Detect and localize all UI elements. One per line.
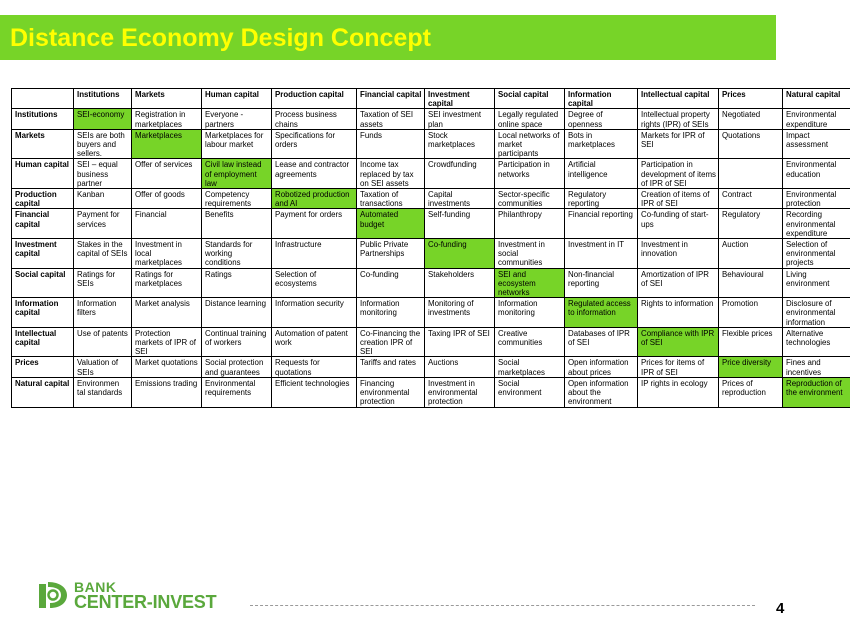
table-cell: Public Private Partnerships [357, 239, 425, 269]
highlighted-cell: Price diversity [719, 357, 783, 377]
table-cell: Competency requirements [202, 189, 272, 209]
table-cell: Alternative technologies [783, 327, 850, 357]
table-cell: Distance learning [202, 298, 272, 328]
row-header: Production capital [12, 189, 74, 209]
table-row [12, 298, 850, 328]
table-cell: Information security [272, 298, 357, 328]
table-cell: Investment in environmental protection [425, 377, 495, 407]
table-cell: Rights to information [638, 298, 719, 328]
table-cell: Offer of goods [132, 189, 202, 209]
row-header: Information capital [12, 298, 74, 328]
table-cell: Impact assessment [783, 129, 850, 159]
table-cell: Automation of patent work [272, 327, 357, 357]
table-row [12, 129, 850, 159]
table-row [12, 209, 850, 239]
table-cell: Investment in innovation [638, 239, 719, 269]
table-cell: Monitoring of investments [425, 298, 495, 328]
table-cell: SEI – equal business partner [74, 159, 132, 189]
table-row [12, 189, 850, 209]
table-cell: Sector-specific communities [495, 189, 565, 209]
table-cell: Market quotations [132, 357, 202, 377]
table-cell: Environmen tal standards [74, 377, 132, 407]
highlighted-cell: Co-funding [425, 239, 495, 269]
column-header: Natural capital [783, 89, 850, 109]
table-cell: Promotion [719, 298, 783, 328]
table-cell: Auctions [425, 357, 495, 377]
table-cell: Social marketplaces [495, 357, 565, 377]
table-cell: Lease and contractor agreements [272, 159, 357, 189]
table-cell: Investment in IT [565, 239, 638, 269]
header-row [12, 89, 850, 109]
table-cell: Emissions trading [132, 377, 202, 407]
column-header: Production capital [272, 89, 357, 109]
row-header: Institutions [12, 109, 74, 129]
row-header: Financial capital [12, 209, 74, 239]
table-cell: Regulatory reporting [565, 189, 638, 209]
bank-logo [36, 578, 226, 618]
table-cell: Creation of items of IPR of SEI [638, 189, 719, 209]
table-cell: Information filters [74, 298, 132, 328]
table-cell: Information monitoring [495, 298, 565, 328]
table-cell: Environmental protection [783, 189, 850, 209]
highlighted-cell: Reproduction of the environment [783, 377, 850, 407]
table-cell: Tariffs and rates [357, 357, 425, 377]
table-cell: Investment in social communities [495, 239, 565, 269]
table-cell: Capital investments [425, 189, 495, 209]
table-cell: Markets for IPR of SEI [638, 129, 719, 159]
table-cell: Open information about the environment [565, 377, 638, 407]
column-header: Investment capital [425, 89, 495, 109]
table-row [12, 268, 850, 298]
table-cell: Stakes in the capital of SEIs [74, 239, 132, 269]
table-row [12, 239, 850, 269]
table-cell: Databases of IPR of SEI [565, 327, 638, 357]
table-cell: Payment for orders [272, 209, 357, 239]
title-banner [0, 15, 776, 60]
highlighted-cell: SEI-economy [74, 109, 132, 129]
row-header: Intellectual capital [12, 327, 74, 357]
table-cell: Stakeholders [425, 268, 495, 298]
table-cell: Prices for items of IPR of SEI [638, 357, 719, 377]
table-cell: SEI investment plan [425, 109, 495, 129]
highlighted-cell: SEI and ecosystem networks [495, 268, 565, 298]
table-cell: Negotiated [719, 109, 783, 129]
table-cell: Financing environmental protection [357, 377, 425, 407]
table-cell: Stock marketplaces [425, 129, 495, 159]
footer-divider [250, 605, 755, 606]
column-header: Intellectual capital [638, 89, 719, 109]
logo-line-2: CENTER-INVEST [74, 592, 217, 612]
table-cell: Continual training of workers [202, 327, 272, 357]
table-cell: Recording environmental expenditure [783, 209, 850, 239]
table-cell: Specifications for orders [272, 129, 357, 159]
table-cell [719, 159, 783, 189]
table-cell: Financial reporting [565, 209, 638, 239]
table-cell: Selection of environmental projects [783, 239, 850, 269]
table-cell: Income tax replaced by tax on SEI assets [357, 159, 425, 189]
table-cell: Social environment [495, 377, 565, 407]
table-cell: Crowdfunding [425, 159, 495, 189]
row-header: Social capital [12, 268, 74, 298]
table-row [12, 357, 850, 377]
table-cell: Infrastructure [272, 239, 357, 269]
table-cell: Intellectual property rights (IPR) of SEIs [638, 109, 719, 129]
table-cell: Use of patents [74, 327, 132, 357]
table-cell: Efficient technologies [272, 377, 357, 407]
table-cell: Co-Financing the creation IPR of SEI [357, 327, 425, 357]
table-cell: Creative communities [495, 327, 565, 357]
column-header: Financial capital [357, 89, 425, 109]
table-cell: Flexible prices [719, 327, 783, 357]
highlighted-cell: Compliance with IPR of SEI [638, 327, 719, 357]
column-header: Markets [132, 89, 202, 109]
table-cell: Degree of openness [565, 109, 638, 129]
highlighted-cell: Automated budget [357, 209, 425, 239]
table-cell: Standards for working conditions [202, 239, 272, 269]
row-header: Markets [12, 129, 74, 159]
row-header: Investment capital [12, 239, 74, 269]
table-cell: Payment for services [74, 209, 132, 239]
bank-emblem-icon [36, 578, 70, 612]
column-header: Human capital [202, 89, 272, 109]
table-cell: Financial [132, 209, 202, 239]
table-cell: Behavioural [719, 268, 783, 298]
highlighted-cell: Civil law instead of employment law [202, 159, 272, 189]
table-row [12, 377, 850, 407]
table-cell: Information monitoring [357, 298, 425, 328]
table-cell: Investment in local marketplaces [132, 239, 202, 269]
table-cell: Benefits [202, 209, 272, 239]
table-cell: Ratings for marketplaces [132, 268, 202, 298]
table-cell: Taxation of transactions [357, 189, 425, 209]
table-cell: IP rights in ecology [638, 377, 719, 407]
table-cell: Contract [719, 189, 783, 209]
table-cell: Regulatory [719, 209, 783, 239]
table-cell: Registration in marketplaces [132, 109, 202, 129]
row-header: Natural capital [12, 377, 74, 407]
table-cell: Selection of ecosystems [272, 268, 357, 298]
column-header: Institutions [74, 89, 132, 109]
corner-cell [12, 89, 74, 109]
row-header: Prices [12, 357, 74, 377]
table-cell: Environmental education [783, 159, 850, 189]
table-cell: Prices of reproduction [719, 377, 783, 407]
table-cell: Social protection and guarantees [202, 357, 272, 377]
table-cell: Requests for quotations [272, 357, 357, 377]
table-cell: Ratings [202, 268, 272, 298]
table-cell: Valuation of SEIs [74, 357, 132, 377]
page-number: 4 [776, 600, 785, 617]
table-cell: Environmental requirements [202, 377, 272, 407]
table-cell: Philanthropy [495, 209, 565, 239]
table-cell: Funds [357, 129, 425, 159]
table-cell: Living environment [783, 268, 850, 298]
table-cell: Participation in development of items of IPR of SEI [638, 159, 719, 189]
table-row [12, 159, 850, 189]
table-cell: Environmental expenditure [783, 109, 850, 129]
table-cell: Market analysis [132, 298, 202, 328]
table-cell: Kanban [74, 189, 132, 209]
highlighted-cell: Marketplaces [132, 129, 202, 159]
table-cell: Co-funding [357, 268, 425, 298]
table-cell: Amortization of IPR of SEI [638, 268, 719, 298]
concept-matrix [11, 88, 850, 408]
highlighted-cell: Regulated access to information [565, 298, 638, 328]
table-cell: SEIs are both buyers and sellers. [74, 129, 132, 159]
table-cell: Bots in marketplaces [565, 129, 638, 159]
table-cell: Offer of services [132, 159, 202, 189]
column-header: Social capital [495, 89, 565, 109]
table-row [12, 109, 850, 129]
table-cell: Fines and incentives [783, 357, 850, 377]
highlighted-cell: Robotized production and AI [272, 189, 357, 209]
table-cell: Auction [719, 239, 783, 269]
slide-title: Distance Economy Design Concept [10, 24, 431, 52]
table-cell: Local networks of market participants [495, 129, 565, 159]
table-cell: Process business chains [272, 109, 357, 129]
table-cell: Everyone - partners [202, 109, 272, 129]
table-cell: Quotations [719, 129, 783, 159]
table-cell: Open information about prices [565, 357, 638, 377]
table-cell: Ratings for SEIs [74, 268, 132, 298]
table-cell: Legally regulated online space [495, 109, 565, 129]
table-cell: Co-funding of start-ups [638, 209, 719, 239]
table-cell: Marketplaces for labour market [202, 129, 272, 159]
table-cell: Taxing IPR of SEI [425, 327, 495, 357]
column-header: Information capital [565, 89, 638, 109]
column-header: Prices [719, 89, 783, 109]
row-header: Human capital [12, 159, 74, 189]
table-cell: Self-funding [425, 209, 495, 239]
table-cell: Taxation of SEI assets [357, 109, 425, 129]
table-cell: Non-financial reporting [565, 268, 638, 298]
table-cell: Artificial intelligence [565, 159, 638, 189]
logo-line-1: BANK [74, 579, 117, 595]
table-cell: Protection markets of IPR of SEI [132, 327, 202, 357]
table-cell: Participation in networks [495, 159, 565, 189]
table-row [12, 327, 850, 357]
table-cell: Disclosure of environmental information [783, 298, 850, 328]
